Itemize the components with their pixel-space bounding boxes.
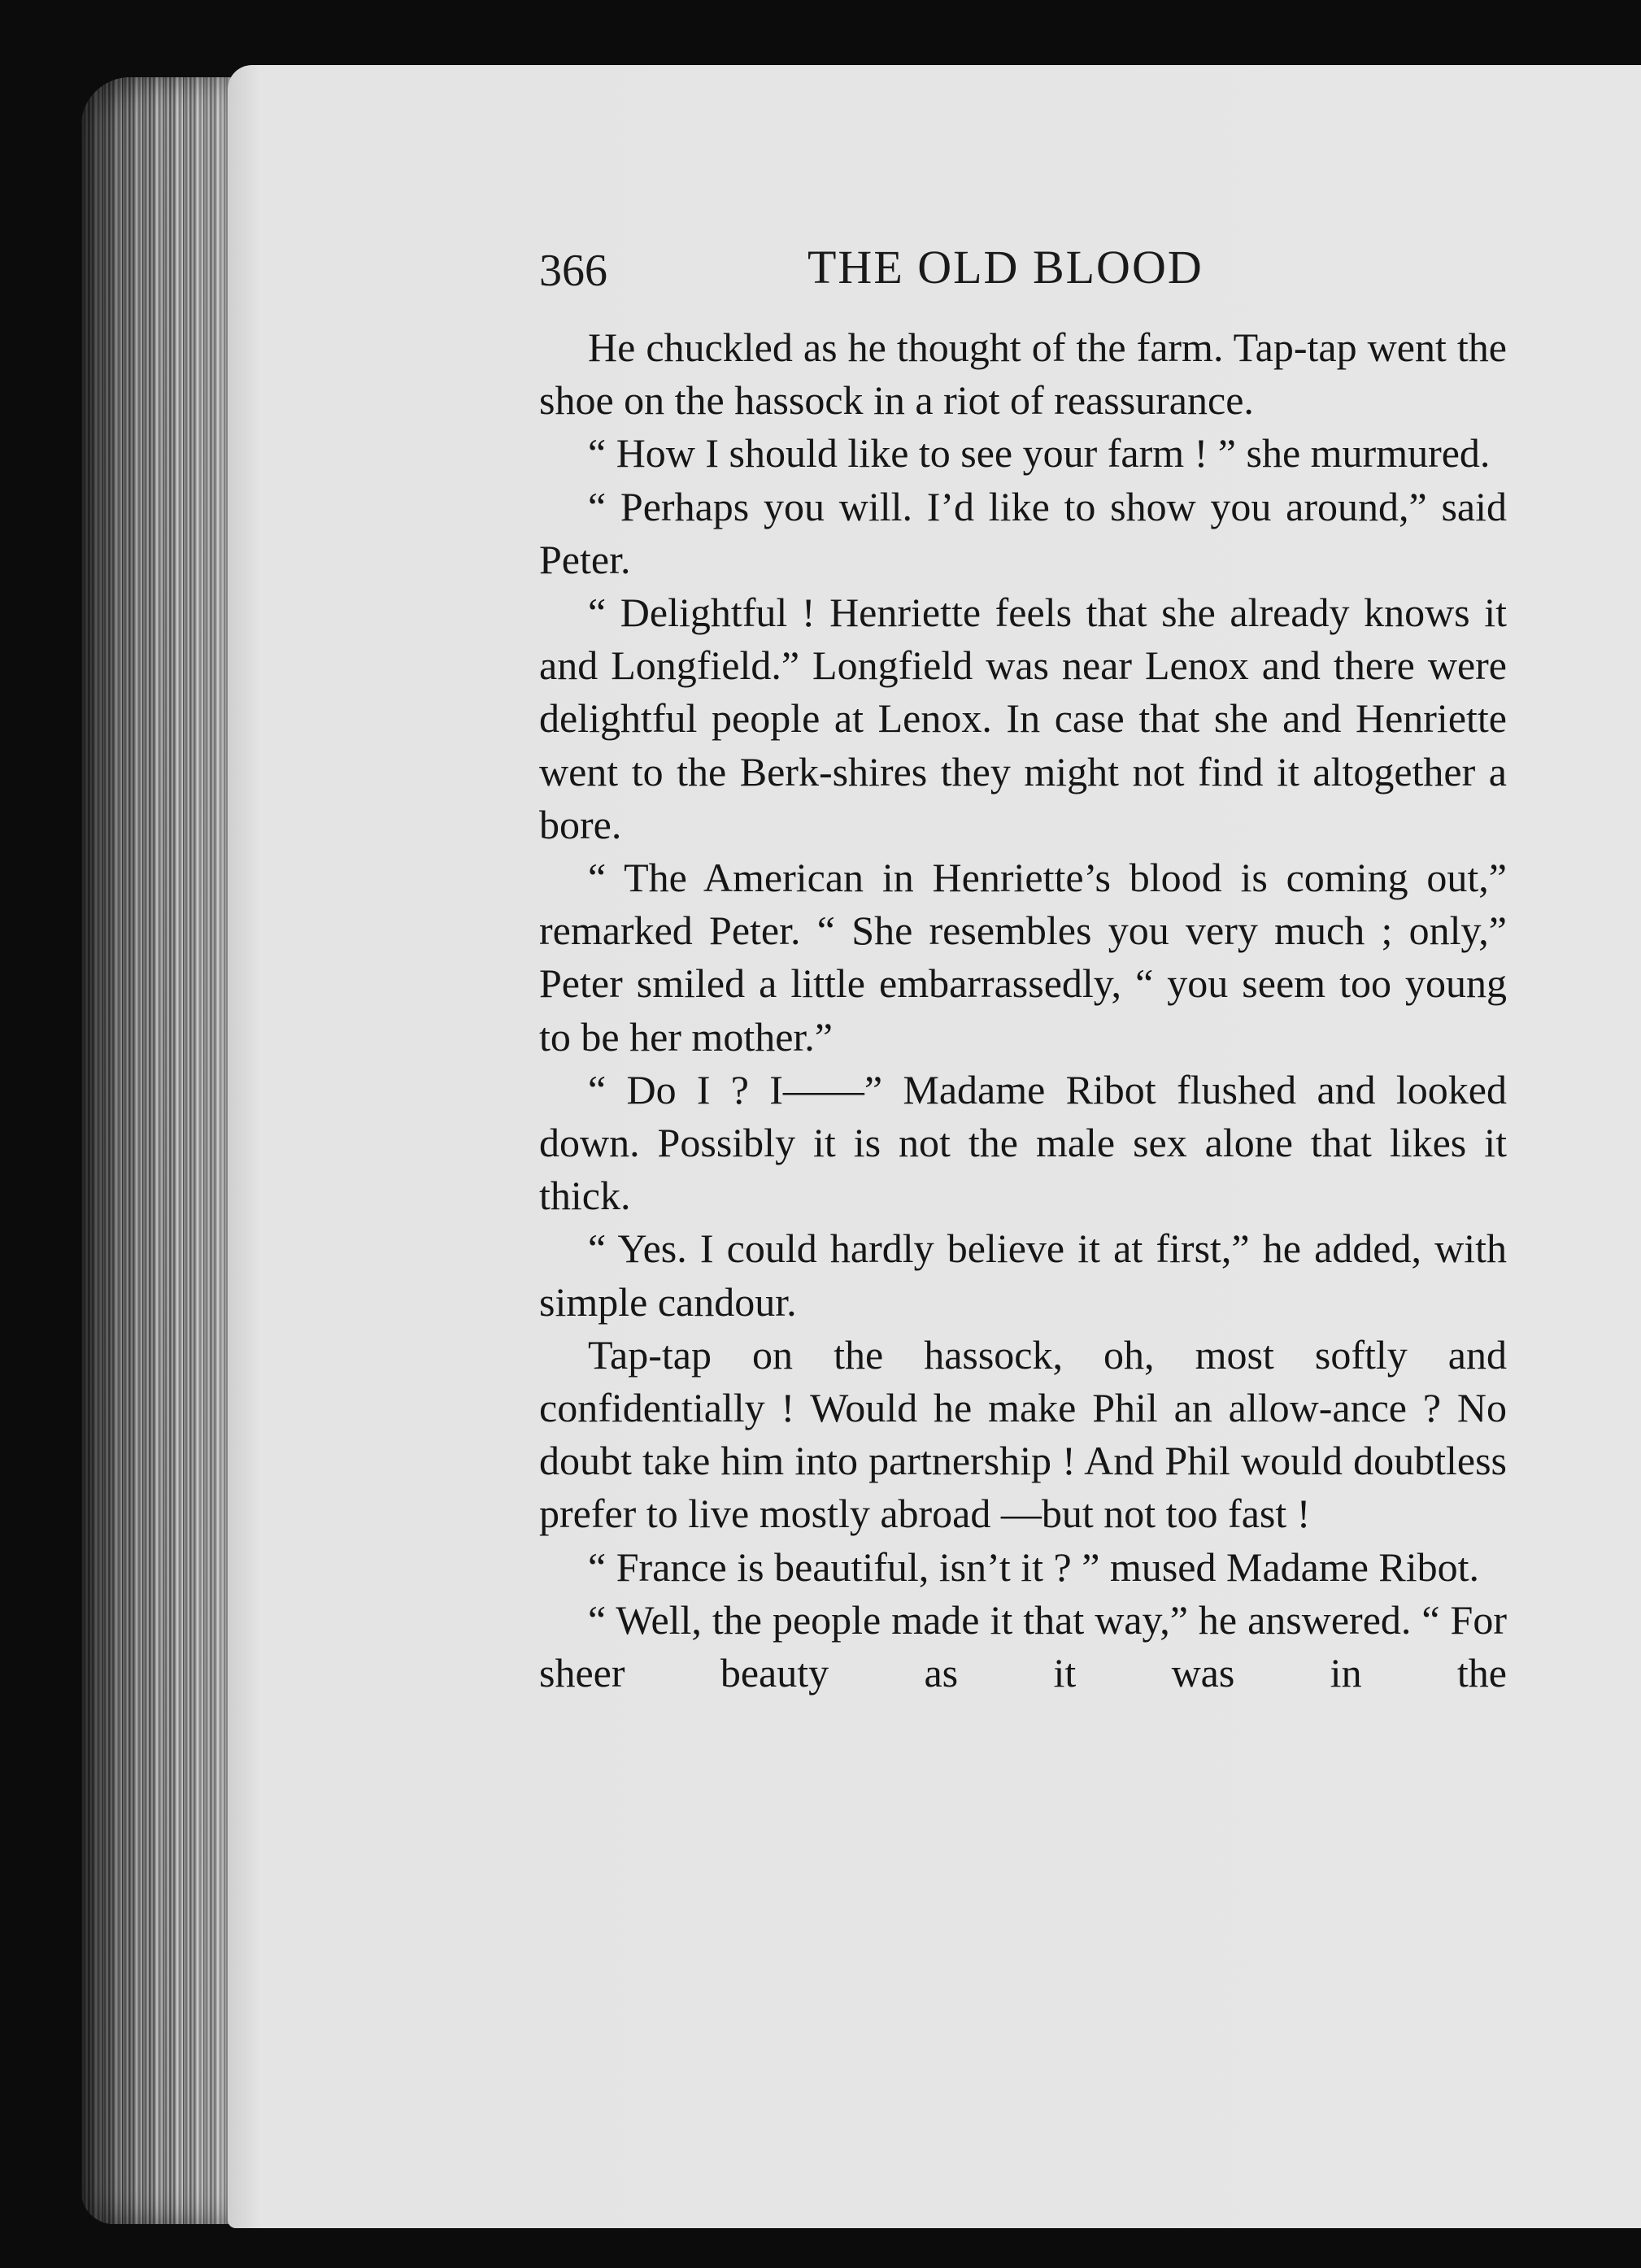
paragraph: “ The American in Henriette’s blood is coming out,” remarked Peter. “ She resembles you very much ; only,” Peter smiled a little embarrassedly, “ you seem too young to be her mother.” — [539, 855, 1507, 1060]
paragraph: “ France is beautiful, isn’t it ? ” mused Madame Ribot. — [588, 1543, 1480, 1590]
page-number: 366 — [539, 246, 607, 296]
paragraph: Tap-tap on the hassock, oh, most softly and confidentially ! Would he make Phil an allow-ance ? No doubt take him into partnership ! And Phil would doubtless prefer to live mostly abroad —but not too fast ! — [539, 1331, 1507, 1537]
paragraph: “ Perhaps you will. I’d like to show you around,” said Peter. — [539, 483, 1507, 582]
paragraph: “ Yes. I could hardly believe it at first,” he added, with simple candour. — [539, 1225, 1507, 1325]
running-head — [539, 240, 1255, 313]
paragraph: “ Delightful ! Henriette feels that she already knows it and Longfield.” Longfield was near Lenox and there were delightful people at Lenox. In case that she and Henriette went to the Berk-shires they might not find it altogether a bore. — [539, 590, 1507, 847]
book-title: THE OLD BLOOD — [807, 241, 1204, 294]
paragraph: “ How I should like to see your farm ! ” she murmured. — [588, 430, 1491, 477]
body-text — [539, 321, 1507, 1700]
paragraph: “ Well, the people made it that way,” he answered. “ For sheer beauty as it was in the — [539, 1596, 1507, 1696]
paragraph: He chuckled as he thought of the farm. Tap-tap went the shoe on the hassock in a riot of reassurance. — [539, 324, 1507, 424]
paragraph: “ Do I ? I——” Madame Ribot flushed and looked down. Possibly it is not the male sex alone that likes it thick. — [539, 1066, 1507, 1219]
